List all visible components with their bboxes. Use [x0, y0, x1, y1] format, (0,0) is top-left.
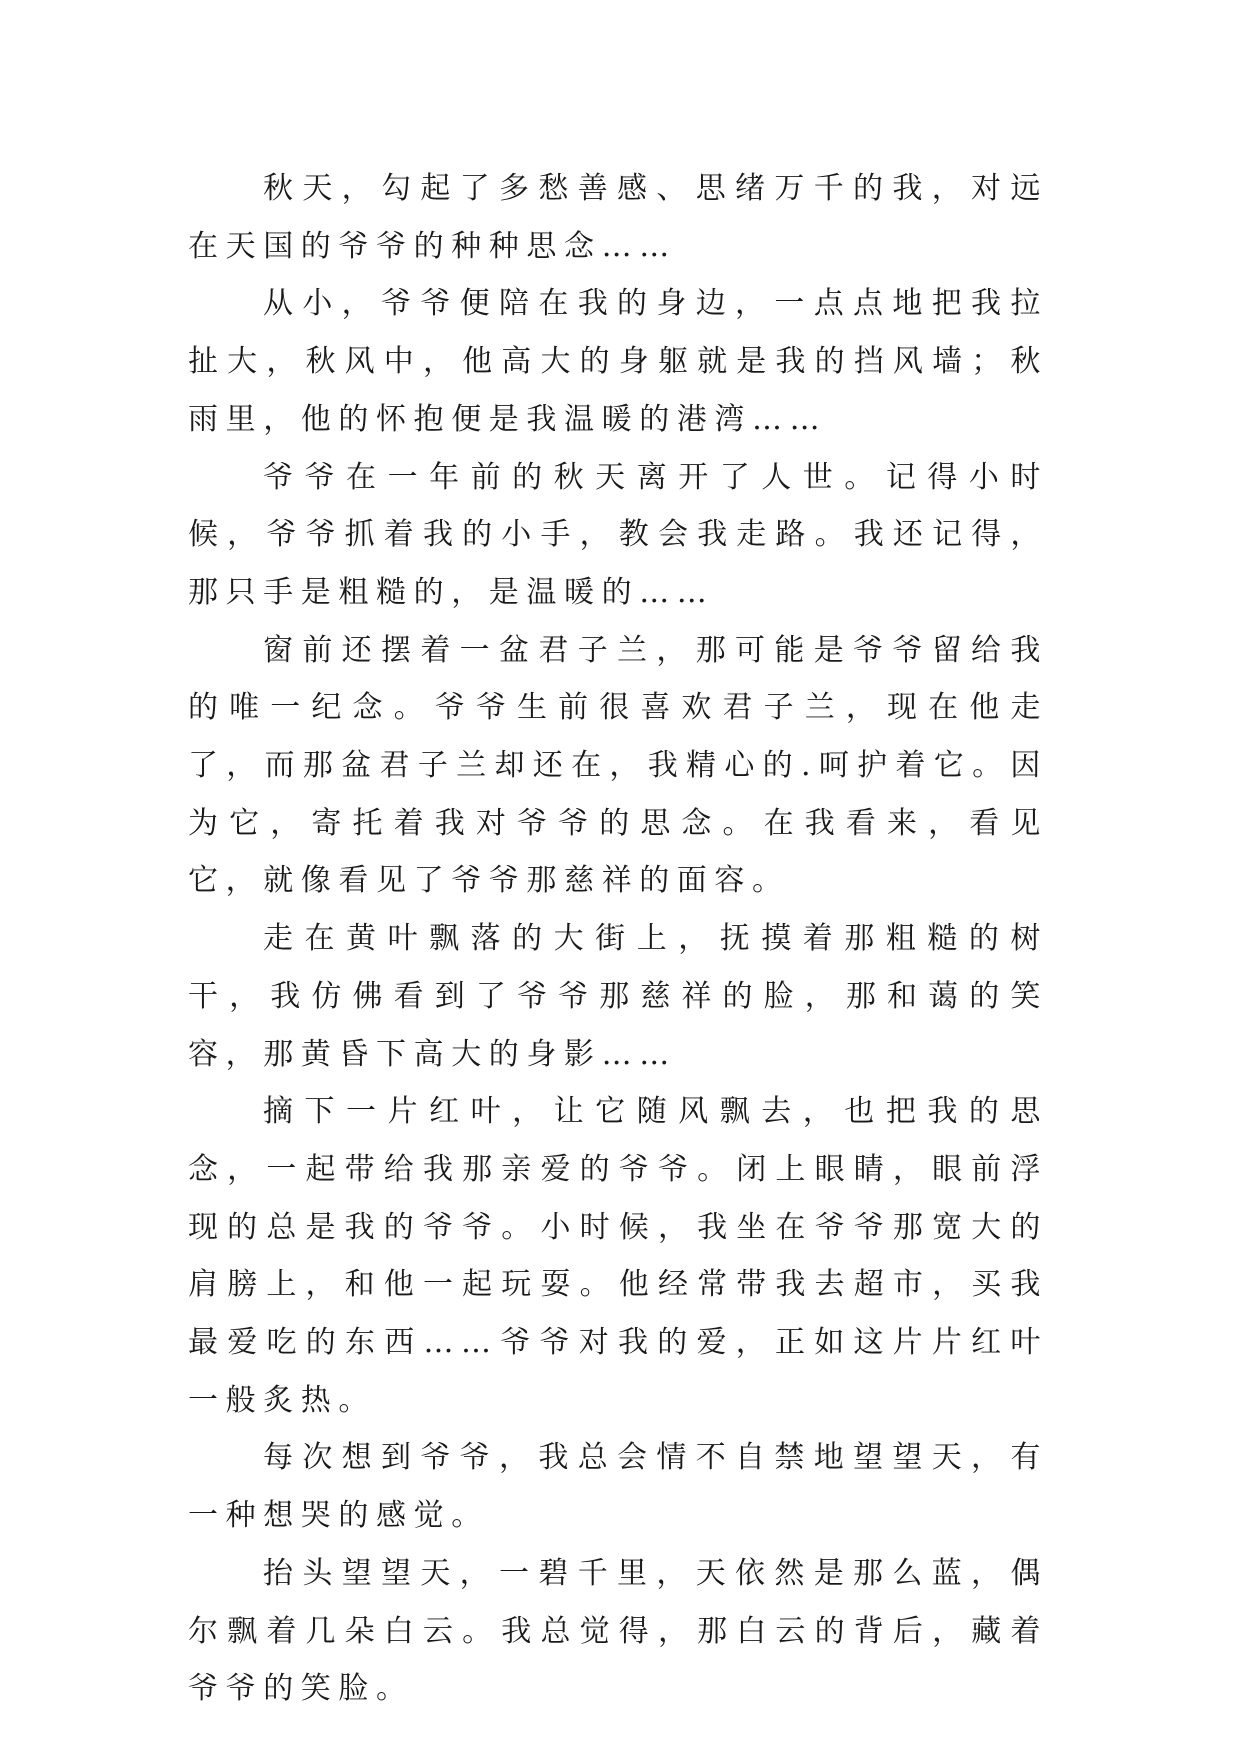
paragraph: 爷爷在一年前的秋天离开了人世。记得小时候，爷爷抓着我的小手，教会我走路。我还记得，那只手是粗糙的，是温暖的……	[188, 459, 1048, 610]
document-body	[188, 160, 1048, 1718]
paragraph: 每次想到爷爷，我总会情不自禁地望望天，有一种想哭的感觉。	[188, 1440, 1048, 1534]
paragraph: 从小，爷爷便陪在我的身边，一点点地把我拉扯大，秋风中，他高大的身躯就是我的挡风墙；秋雨里，他的怀抱便是我温暖的港湾……	[188, 286, 1048, 437]
paragraph: 窗前还摆着一盆君子兰，那可能是爷爷留给我的唯一纪念。爷爷生前很喜欢君子兰，现在他走了，而那盆君子兰却还在，我精心的.呵护着它。因为它，寄托着我对爷爷的思念。在我看来，看见它，就像看见了爷爷那慈祥的面容。	[188, 632, 1048, 899]
paragraph: 摘下一片红叶，让它随风飘去，也把我的思念，一起带给我那亲爱的爷爷。闭上眼睛，眼前浮现的总是我的爷爷。小时候，我坐在爷爷那宽大的肩膀上，和他一起玩耍。他经常带我去超市，买我最爱吃的东西……爷爷对我的爱，正如这片片红叶一般炙热。	[188, 1094, 1048, 1418]
paragraph: 抬头望望天，一碧千里，天依然是那么蓝，偶尔飘着几朵白云。我总觉得，那白云的背后，藏着爷爷的笑脸。	[188, 1555, 1048, 1707]
paragraph: 走在黄叶飘落的大街上，抚摸着那粗糙的树干，我仿佛看到了爷爷那慈祥的脸，那和蔼的笑容，那黄昏下高大的身影……	[188, 921, 1048, 1072]
paragraph: 秋天，勾起了多愁善感、思绪万千的我，对远在天国的爷爷的种种思念……	[188, 171, 1048, 264]
